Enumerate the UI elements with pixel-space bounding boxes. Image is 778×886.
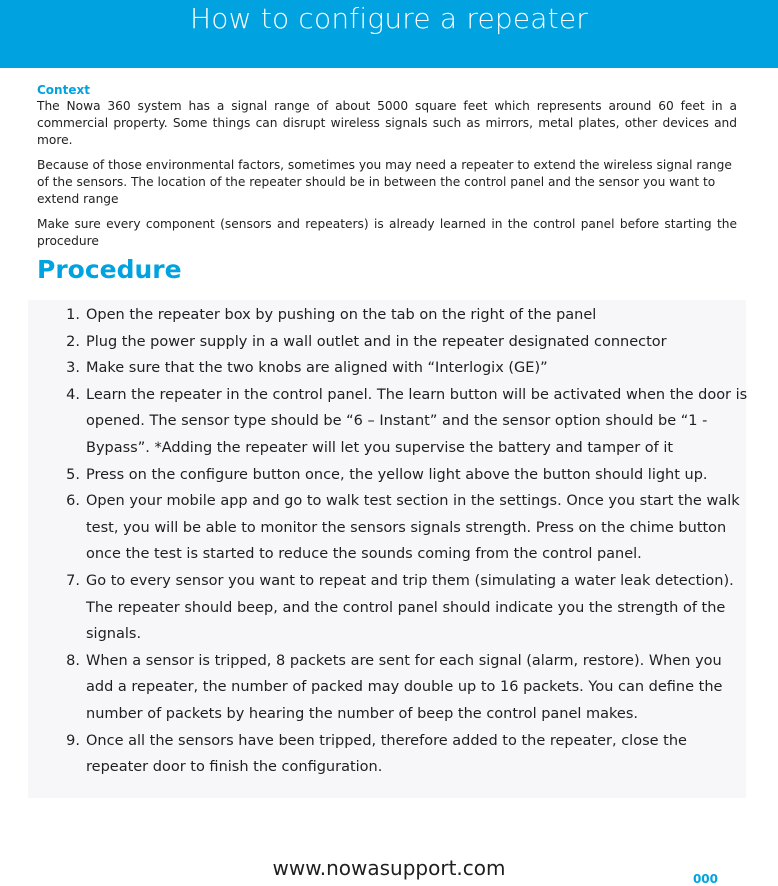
step-text: When a sensor is tripped, 8 packets are sent for each signal (alarm, restore). When you add a repeater, the number of packed may double up to 16 packets. You can define the number of packets by hearing the number of beep the control panel makes. <box>86 652 723 722</box>
step-number: 2. <box>66 333 80 350</box>
step-number: 4. <box>66 386 80 403</box>
step-text: Learn the repeater in the control panel. The learn button will be activated when the door is opened. The sensor type should be “6 – Instant” and the sensor option should be “1 - Bypass”. *Adding the repeater will let you supervise the battery and tamper of it <box>86 386 748 456</box>
list-item <box>58 462 748 489</box>
step-number: 8. <box>66 652 80 669</box>
procedure-steps-list <box>58 302 748 781</box>
context-paragraph: Because of those environmental factors, sometimes you may need a repeater to extend the wireless signal range of the sensors. The location of the repeater should be in between the control panel and the sensor you want to extend range <box>37 158 732 206</box>
step-number: 9. <box>66 732 80 749</box>
list-item <box>58 488 748 568</box>
website-link[interactable]: www.nowasupport.com <box>272 856 506 880</box>
list-item <box>58 728 748 781</box>
step-text: Make sure that the two knobs are aligned with “Interlogix (GE)” <box>86 360 548 377</box>
list-item <box>58 568 748 648</box>
step-number: 3. <box>66 360 80 377</box>
page-title: How to configure a repeater <box>190 2 588 35</box>
footer <box>0 856 778 886</box>
step-text: Go to every sensor you want to repeat and trip them (simulating a water leak detection). The repeater should beep, and the control panel should indicate you the strength of the signals. <box>86 572 734 643</box>
step-number: 5. <box>66 466 80 483</box>
context-paragraph: Make sure every component (sensors and repeaters) is already learned in the control panel before starting the procedure <box>37 217 737 248</box>
step-text: Press on the configure button once, the yellow light above the button should light up. <box>86 466 708 483</box>
list-item <box>58 355 748 382</box>
page-number: 000 <box>692 872 718 886</box>
context-paragraph: The Nowa 360 system has a signal range of about 5000 square feet which represents around 60 feet in a commercial property. Some things can disrupt wireless signals such as mirrors, metal plates, other devices and more. <box>37 99 737 147</box>
list-item <box>58 648 748 728</box>
step-text: Plug the power supply in a wall outlet and in the repeater designated connector <box>86 333 667 350</box>
list-item <box>58 302 748 329</box>
step-text: Open your mobile app and go to walk test section in the settings. Once you start the walk test, you will be able to monitor the sensors signals strength. Press on the chime button once the test is started to reduce the sounds coming from the control panel. <box>86 493 740 563</box>
procedure-heading: Procedure <box>37 255 182 284</box>
list-item <box>58 329 748 356</box>
step-number: 1. <box>66 307 80 323</box>
context-section <box>37 82 737 289</box>
header-banner <box>0 0 778 68</box>
step-text: Open the repeater box by pushing on the tab on the right of the panel <box>86 307 597 323</box>
context-label: Context <box>37 83 90 97</box>
step-number: 7. <box>66 572 80 589</box>
step-text: Once all the sensors have been tripped, therefore added to the repeater, close the repeater door to finish the configuration. <box>86 732 687 776</box>
list-item <box>58 382 748 462</box>
step-number: 6. <box>66 493 80 510</box>
